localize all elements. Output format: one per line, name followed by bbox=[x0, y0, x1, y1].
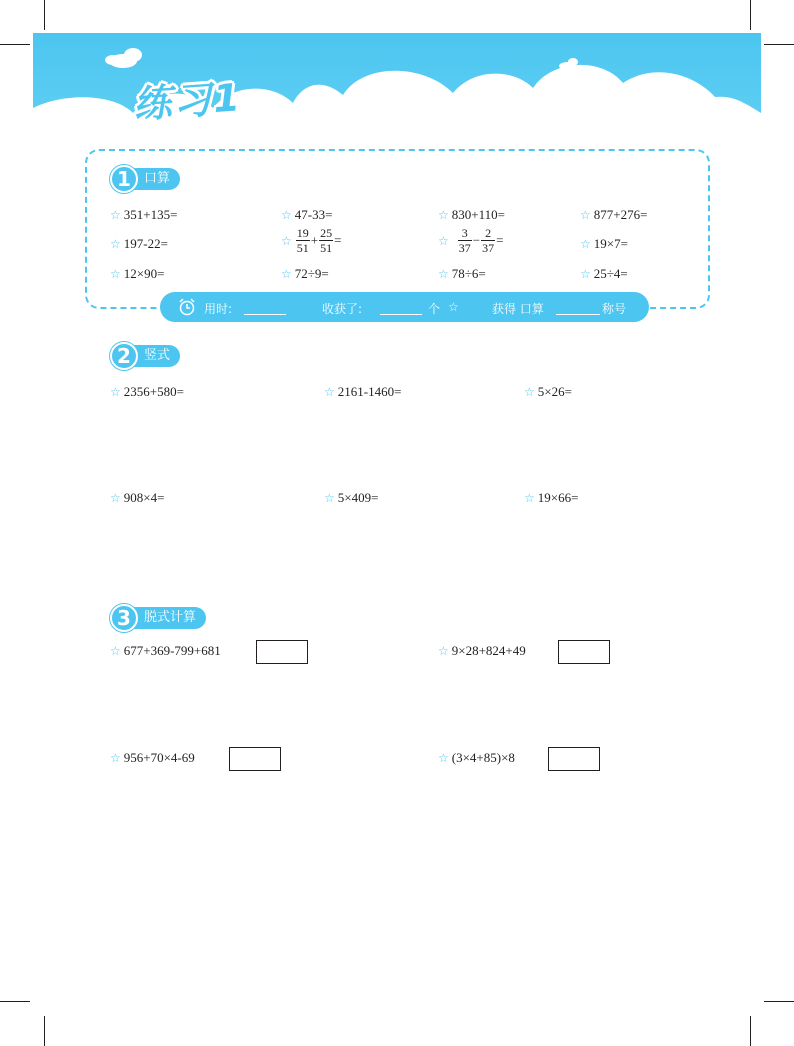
oral-problem: ☆ 19×7= bbox=[580, 236, 628, 251]
star-icon: ☆ bbox=[438, 751, 449, 765]
answer-box[interactable] bbox=[548, 747, 600, 771]
alarm-clock-icon bbox=[178, 298, 196, 316]
star-icon: ☆ bbox=[580, 208, 591, 222]
crop-mark bbox=[764, 44, 794, 45]
star-icon: ☆ bbox=[324, 491, 335, 505]
earn-label: 获得 口算 bbox=[492, 302, 544, 316]
section-vertical-label: 竖式 bbox=[120, 345, 180, 367]
title-blank[interactable] bbox=[556, 300, 600, 315]
answer-box[interactable] bbox=[229, 747, 281, 771]
crop-mark bbox=[0, 44, 30, 45]
star-icon: ☆ bbox=[580, 237, 591, 251]
star-icon: ☆ bbox=[281, 233, 292, 248]
oral-problem: ☆ 830+110= bbox=[438, 207, 505, 222]
used-time-blank[interactable] bbox=[244, 300, 286, 315]
harvest-blank[interactable] bbox=[380, 300, 422, 315]
title-suffix: 称号 bbox=[602, 302, 627, 316]
star-icon: ☆ bbox=[580, 267, 591, 281]
oral-problem: ☆ 25÷4= bbox=[580, 266, 628, 281]
answer-box[interactable] bbox=[558, 640, 610, 664]
star-icon: ☆ bbox=[110, 751, 121, 765]
star-icon: ☆ bbox=[110, 385, 121, 399]
stepwise-problem: ☆ (3×4+85)×8 bbox=[438, 750, 515, 765]
star-icon: ☆ bbox=[438, 233, 449, 248]
section-stepwise-label: 脱式计算 bbox=[120, 607, 206, 629]
star-icon: ☆ bbox=[110, 208, 121, 222]
section-oral-number: 1 bbox=[110, 165, 138, 193]
vertical-problem: ☆ 908×4= bbox=[110, 490, 165, 505]
oral-problem-fraction: ☆ $\frac{3}{37}$ − $\frac{2}{37}$ = bbox=[438, 226, 504, 255]
oral-problem: ☆ 78÷6= bbox=[438, 266, 486, 281]
section-oral-label: 口算 bbox=[120, 168, 180, 190]
star-icon: ☆ bbox=[448, 300, 459, 314]
star-icon: ☆ bbox=[438, 644, 449, 658]
fraction: $\frac{2}{37}$ bbox=[482, 226, 495, 255]
vertical-problem: ☆ 2161-1460= bbox=[324, 384, 402, 399]
star-icon: ☆ bbox=[438, 267, 449, 281]
oral-problem-fraction: ☆ $\frac{19}{51}$ + $\frac{25}{51}$ = bbox=[281, 226, 342, 255]
star-icon: ☆ bbox=[524, 385, 535, 399]
harvest-unit: 个 bbox=[428, 302, 441, 316]
section-stepwise-number: 3 bbox=[110, 604, 138, 632]
star-icon: ☆ bbox=[438, 208, 449, 222]
harvest-label: 收获了: bbox=[322, 302, 363, 316]
crop-mark bbox=[44, 1016, 45, 1046]
star-icon: ☆ bbox=[110, 267, 121, 281]
section-vertical-number: 2 bbox=[110, 342, 138, 370]
oral-problem: ☆ 351+135= bbox=[110, 207, 178, 222]
star-icon: ☆ bbox=[281, 208, 292, 222]
vertical-problem: ☆ 5×409= bbox=[324, 490, 379, 505]
oral-problem: ☆ 72÷9= bbox=[281, 266, 329, 281]
star-icon: ☆ bbox=[110, 491, 121, 505]
vertical-problem: ☆ 2356+580= bbox=[110, 384, 184, 399]
crop-mark bbox=[0, 1001, 30, 1002]
crop-mark bbox=[750, 1016, 751, 1046]
oral-problem: ☆ 12×90= bbox=[110, 266, 165, 281]
star-icon: ☆ bbox=[324, 385, 335, 399]
star-icon: ☆ bbox=[110, 237, 121, 251]
fraction: $\frac{3}{37}$ bbox=[458, 226, 471, 255]
stepwise-problem: ☆ 677+369-799+681 bbox=[110, 643, 221, 658]
answer-box[interactable] bbox=[256, 640, 308, 664]
page-title: 练习1 bbox=[131, 75, 244, 127]
vertical-problem: ☆ 19×66= bbox=[524, 490, 579, 505]
star-icon: ☆ bbox=[110, 644, 121, 658]
stepwise-problem: ☆ 9×28+824+49 bbox=[438, 643, 526, 658]
oral-problem: ☆ 877+276= bbox=[580, 207, 648, 222]
fraction: $\frac{19}{51}$ bbox=[296, 226, 309, 255]
star-icon: ☆ bbox=[281, 267, 292, 281]
used-time-label: 用时: bbox=[204, 302, 233, 316]
oral-problem: ☆ 47-33= bbox=[281, 207, 333, 222]
vertical-problem: ☆ 5×26= bbox=[524, 384, 572, 399]
time-record-bar bbox=[160, 292, 649, 322]
crop-mark bbox=[44, 0, 45, 30]
fraction: $\frac{25}{51}$ bbox=[320, 226, 333, 255]
star-icon: ☆ bbox=[524, 491, 535, 505]
crop-mark bbox=[764, 1001, 794, 1002]
oral-problem: ☆ 197-22= bbox=[110, 236, 168, 251]
stepwise-problem: ☆ 956+70×4-69 bbox=[110, 750, 195, 765]
crop-mark bbox=[750, 0, 751, 30]
